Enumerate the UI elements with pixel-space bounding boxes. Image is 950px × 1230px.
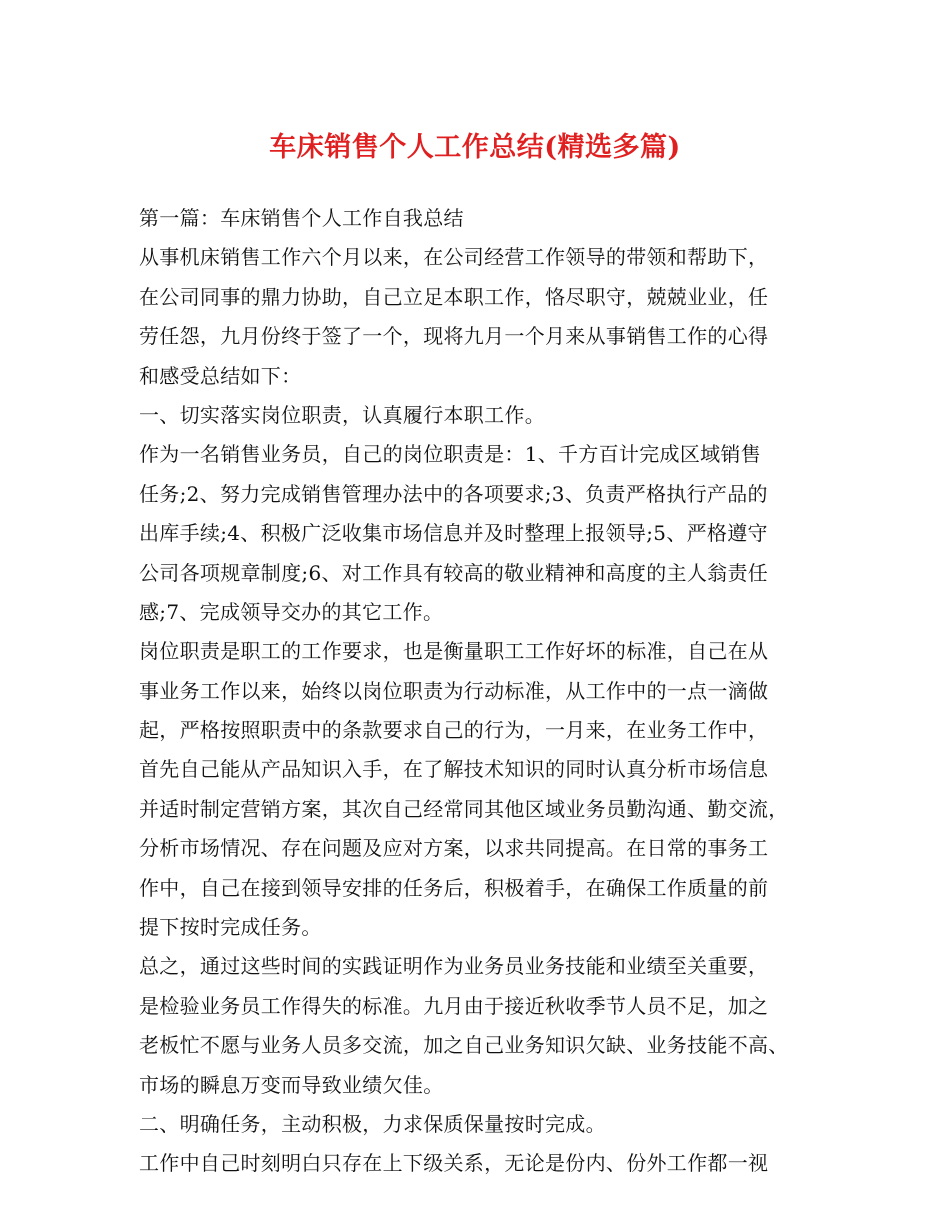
text-line: 是检验业务员工作得失的标准。九月由于接近秋收季节人员不足，加之 <box>139 993 769 1018</box>
text-line: 第一篇：车床销售个人工作自我总结 <box>139 206 464 230</box>
text-line: 一、切实落实岗位职责，认真履行本职工作。 <box>139 402 545 427</box>
document-title: 车床销售个人工作总结(精选多篇) <box>269 132 681 163</box>
text-line: 总之，通过这些时间的实践证明作为业务员业务技能和业绩至关重要， <box>139 954 769 979</box>
text-line: 作为一名销售业务员，自己的岗位职责是：1、千方百计完成区域销售 <box>139 442 762 467</box>
text-line: 公司各项规章制度;6、对工作具有较高的敬业精神和高度的主人翁责任 <box>139 560 769 585</box>
text-line: 工作中自己时刻明白只存在上下级关系，无论是份内、份外工作都一视 <box>139 1151 769 1176</box>
text-line: 事业务工作以来，始终以岗位职责为行动标准，从工作中的一点一滴做 <box>139 678 769 703</box>
text-line: 从事机床销售工作六个月以来，在公司经营工作领导的带领和帮助下， <box>139 245 769 270</box>
text-line: 并适时制定营销方案，其次自己经常同其他区域业务员勤沟通、勤交流， <box>139 796 789 821</box>
text-line: 老板忙不愿与业务人员多交流，加之自己业务知识欠缺、业务技能不高、 <box>139 1033 789 1058</box>
document-body <box>139 199 829 1184</box>
text-line: 提下按时完成任务。 <box>139 915 322 940</box>
text-line: 首先自己能从产品知识入手，在了解技术知识的同时认真分析市场信息 <box>139 757 769 782</box>
text-line: 任务;2、努力完成销售管理办法中的各项要求;3、负责严格执行产品的 <box>139 481 768 506</box>
text-line: 起，严格按照职责中的条款要求自己的行为，一月来，在业务工作中， <box>139 718 769 743</box>
text-line: 和感受总结如下： <box>139 363 302 388</box>
text-line: 感;7、完成领导交办的其它工作。 <box>139 599 444 624</box>
text-line: 劳任怨，九月份终于签了一个，现将九月一个月来从事销售工作的心得 <box>139 324 769 349</box>
text-line: 出库手续;4、积极广泛收集市场信息并及时整理上报领导;5、严格遵守 <box>139 521 768 546</box>
text-line: 作中，自己在接到领导安排的任务后，积极着手，在确保工作质量的前 <box>139 875 769 900</box>
text-line: 市场的瞬息万变而导致业绩欠佳。 <box>139 1072 444 1097</box>
text-line: 二、明确任务，主动积极，力求保质保量按时完成。 <box>139 1111 606 1136</box>
text-line: 在公司同事的鼎力协助，自己立足本职工作，恪尽职守，兢兢业业，任 <box>139 284 769 309</box>
text-line: 岗位职责是职工的工作要求，也是衡量职工工作好坏的标准，自己在从 <box>139 639 769 664</box>
text-line: 分析市场情况、存在问题及应对方案，以求共同提高。在日常的事务工 <box>139 836 769 861</box>
